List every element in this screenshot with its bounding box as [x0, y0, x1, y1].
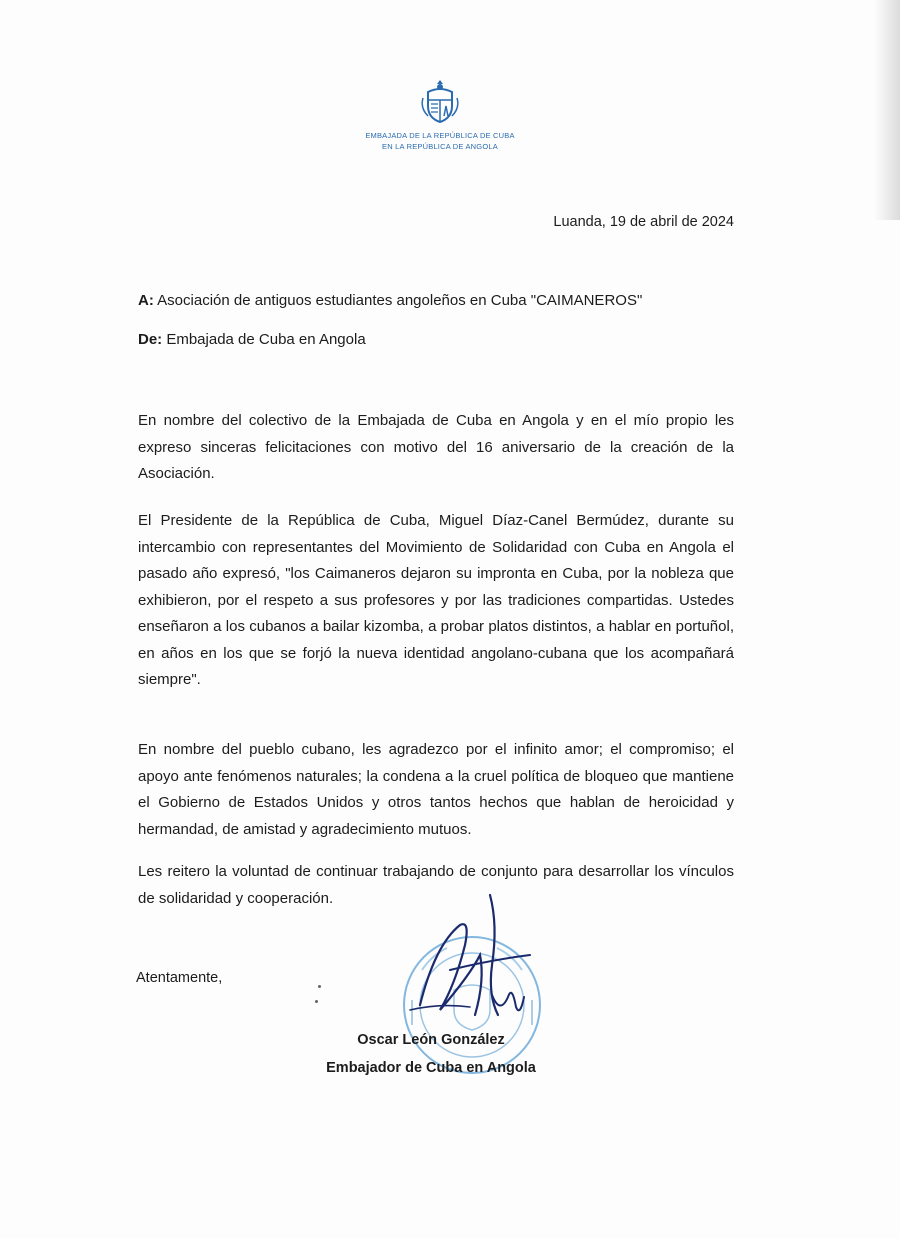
sender-text: Embajada de Cuba en Angola — [166, 331, 366, 348]
body-paragraph-3: En nombre del pueblo cubano, les agradezco por el infinito amor; el compromiso; el apoyo ante fenómenos naturales; la condena a la cruel política de bloqueo que mantiene el Gobierno de Estados Unidos y otros tantos hechos que hablan de heroicidad y hermandad, de amistad y agradecimiento mutuos. — [138, 741, 734, 838]
body-paragraph-1: En nombre del colectivo de la Embajada de Cuba en Angola y en el mío propio les expreso sinceras felicitaciones con motivo del 16 aniversario de la creación de la Asociación. — [138, 412, 734, 482]
body-paragraph-2: El Presidente de la República de Cuba, Miguel Díaz-Canel Bermúdez, durante su intercambio con representantes del Movimiento de Solidaridad con Cuba en Angola el pasado año expresó, "los Caimaneros dejaron su impronta en Cuba, por la nobleza que exhibieron, por el respeto a sus profesores y por las tradiciones compartidas. Ustedes enseñaron a los cubanos a bailar kizomba, a probar platos distintos, a hablar en portuñol, en años en los que se forjó la nueva identidad angolano-cubana que los acompañará siempre". — [138, 512, 734, 688]
closing-salutation: Atentamente, — [136, 970, 223, 986]
letterhead-line-1: EMBAJADA DE LA REPÚBLICA DE CUBA — [365, 131, 515, 140]
recipient-line — [138, 292, 642, 309]
page-edge-shadow — [874, 0, 900, 220]
cuban-coat-of-arms-icon — [420, 78, 460, 124]
ink-speck — [315, 1000, 318, 1003]
signer-title: Embajador de Cuba en Angola — [326, 1060, 536, 1076]
ink-speck — [318, 985, 321, 988]
signer-name: Oscar León González — [357, 1032, 505, 1048]
recipient-label: A: — [138, 292, 154, 309]
recipient-text: Asociación de antiguos estudiantes angoleños en Cuba "CAIMANEROS" — [157, 292, 643, 309]
sender-line — [138, 331, 366, 348]
letterhead — [340, 78, 540, 152]
letter-date: Luanda, 19 de abril de 2024 — [553, 214, 734, 230]
body-paragraph-4: Les reitero la voluntad de continuar trabajando de conjunto para desarrollar los vínculos de solidaridad y cooperación. — [138, 863, 734, 907]
sender-label: De: — [138, 331, 163, 348]
letterhead-line-2: EN LA REPÚBLICA DE ANGOLA — [382, 142, 498, 151]
